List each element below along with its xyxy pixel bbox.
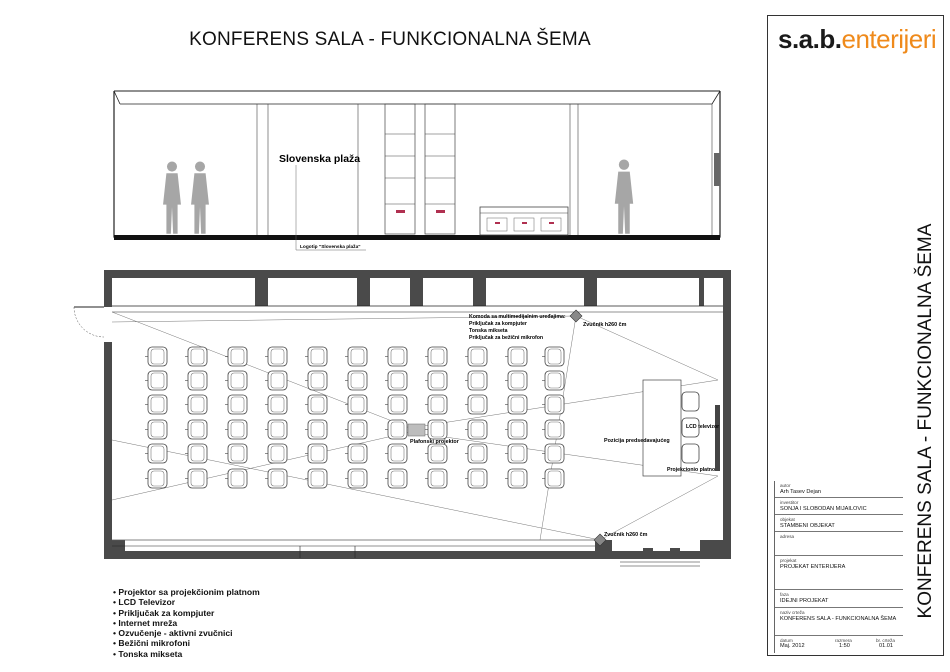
callout-line: Priključak za kompjuter bbox=[469, 321, 527, 327]
ceiling-projector bbox=[408, 424, 425, 436]
field-label: br. crteža bbox=[876, 638, 895, 643]
field-label: faza bbox=[780, 592, 789, 597]
field-value: IDEJNI PROJEKAT bbox=[780, 598, 829, 604]
drawing-title: KONFERENS SALA - FUNKCIONALNA ŠEMA bbox=[189, 29, 591, 50]
chair-grid bbox=[145, 347, 564, 488]
field-value: 01.01 bbox=[879, 643, 893, 649]
legend-item: • Internet mreža bbox=[113, 618, 260, 628]
presider-label: Pozicija predsedavajućeg bbox=[604, 438, 670, 444]
legend-item: • Projektor sa projekčionim platnom bbox=[113, 587, 260, 597]
speaker-label: Zvučnik h260 čm bbox=[583, 322, 627, 328]
title-block-fields bbox=[774, 481, 903, 653]
callout-line: Tonska mikseta bbox=[469, 328, 508, 334]
field-value: Maj. 2012 bbox=[780, 643, 805, 649]
field-label: autor bbox=[780, 483, 791, 488]
elevation-view bbox=[114, 91, 720, 250]
legend-item: • LCD Televizor bbox=[113, 597, 260, 607]
company-logo: s.a.b.enterijeri bbox=[778, 24, 937, 54]
title-block bbox=[767, 15, 944, 656]
equipment-legend bbox=[113, 587, 260, 659]
legend-item: • Ozvučenje - aktivni zvučnici bbox=[113, 628, 260, 638]
callout-line: Priključak za bežični mikrofon bbox=[469, 335, 544, 341]
lcd-label: LCD televizor bbox=[686, 424, 720, 430]
speaker-label: Zvučnik h260 čm bbox=[604, 532, 648, 538]
field-value: STAMBENI OBJEKAT bbox=[780, 523, 835, 529]
field-label: investitor bbox=[780, 500, 799, 505]
field-label: adresa bbox=[780, 534, 795, 539]
person-silhouette bbox=[615, 160, 633, 234]
field-label: projekat bbox=[780, 558, 797, 563]
person-silhouette bbox=[163, 162, 181, 234]
field-value: 1:50 bbox=[839, 643, 850, 649]
vertical-title: KONFERENS SALA - FUNKCIONALNA ŠEMA bbox=[915, 223, 936, 619]
projection-screen bbox=[715, 405, 720, 471]
legend-item: • Priključak za kompjuter bbox=[113, 608, 260, 618]
screen-label: Projekcionio platno bbox=[667, 467, 716, 473]
person-silhouette bbox=[191, 162, 209, 234]
callout-line: Komoda sa multimedijalnim uređajima: bbox=[469, 314, 566, 320]
presider-table bbox=[643, 380, 681, 476]
field-label: datum bbox=[780, 638, 793, 643]
legend-item: • Tonska mikseta bbox=[113, 649, 260, 659]
field-value: Arh Tasev Dejan bbox=[780, 489, 821, 495]
elevation-sign-text: Slovenska plaža bbox=[279, 153, 361, 165]
elevation-logo-label: Logotip "Slovenska plaža" bbox=[300, 245, 361, 250]
field-value: PROJEKAT ENTERIJERA bbox=[780, 564, 846, 570]
field-value: KONFERENS SALA - FUNKCIONALNA ŠEMA bbox=[780, 616, 897, 622]
field-label: razmera bbox=[835, 638, 852, 643]
projector-label: Plafonski projektor bbox=[410, 439, 459, 445]
field-label: objekat bbox=[780, 517, 795, 522]
field-value: SONJA I SLOBODAN MIJAILOVIC bbox=[780, 506, 867, 512]
legend-item: • Bežični mikrofoni bbox=[113, 638, 260, 648]
field-label: naziv crteža bbox=[780, 610, 805, 615]
